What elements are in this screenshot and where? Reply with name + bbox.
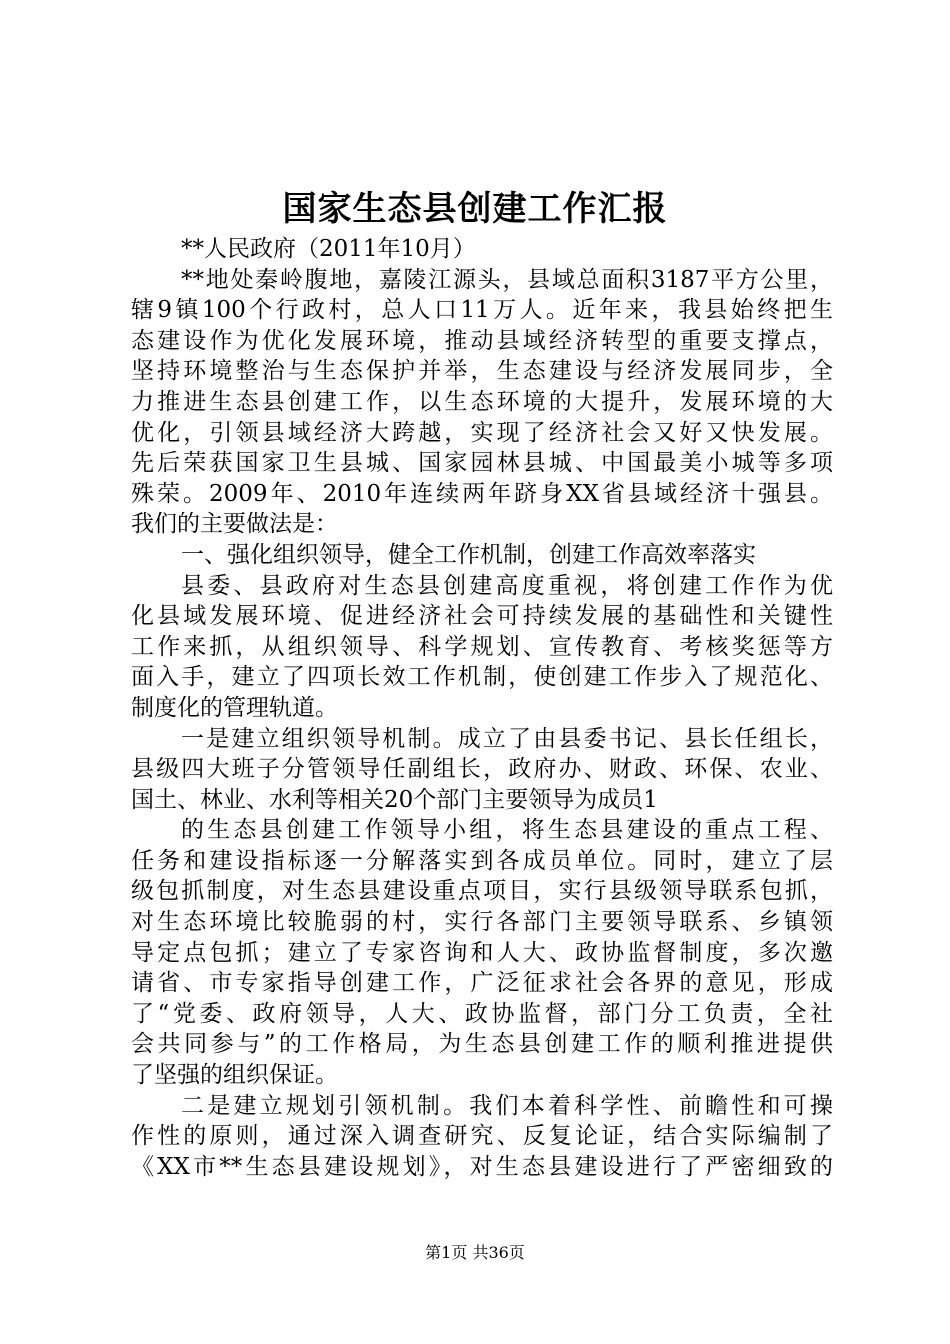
text-line: 工作来抓，从组织领导、科学规划、宣传教育、考核奖惩等方 — [131, 633, 833, 660]
text-line: 态建设作为优化发展环境，推动县域经济转型的重要支撑点， — [131, 327, 833, 354]
text-line: 导定点包抓；建立了专家咨询和人大、政协监督制度，多次邀 — [131, 939, 833, 966]
text-line: 国土、林业、水利等相关20个部门主要领导为成员1 — [131, 786, 658, 813]
text-line: 力推进生态县创建工作，以生态环境的大提升，发展环境的大 — [131, 388, 833, 415]
text-line: 对生态环境比较脆弱的村，实行各部门主要领导联系、乡镇领 — [131, 909, 833, 936]
text-line: 县级四大班子分管领导任副组长，政府办、财政、环保、农业、 — [131, 756, 833, 783]
text-line: 《XX市**生态县建设规划》，对生态县建设进行了严密细致的 — [131, 1153, 833, 1180]
text-line: 化县域发展环境、促进经济社会可持续发展的基础性和关键性 — [131, 603, 833, 630]
text-line: 一是建立组织领导机制。成立了由县委书记、县长任组长， — [181, 725, 833, 752]
text-line: 的生态县创建工作领导小组，将生态县建设的重点工程、 — [181, 817, 833, 844]
text-line: 县委、县政府对生态县创建高度重视，将创建工作作为优 — [181, 572, 833, 599]
text-line: 优化，引领县域经济大跨越，实现了经济社会又好又快发展。 — [131, 419, 833, 446]
text-line: 任务和建设指标逐一分解落实到各成员单位。同时，建立了层 — [131, 847, 833, 874]
text-line: **地处秦岭腹地，嘉陵江源头，县域总面积3187平方公里， — [181, 266, 833, 293]
text-line: 请省、市专家指导创建工作，广泛征求社会各界的意见，形成 — [131, 970, 833, 997]
text-line: 级包抓制度，对生态县建设重点项目，实行县级领导联系包抓， — [131, 878, 833, 905]
document-body — [131, 234, 833, 1182]
text-line: 一、强化组织领导，健全工作机制，创建工作高效率落实 — [181, 541, 756, 568]
text-line: 会共同参与”的工作格局，为生态县创建工作的顺利推进提供 — [131, 1031, 833, 1058]
text-line: 二是建立规划引领机制。我们本着科学性、前瞻性和可操 — [181, 1092, 833, 1119]
text-line: 先后荣获国家卫生县城、国家园林县城、中国最美小城等多项 — [131, 450, 833, 477]
text-line: 我们的主要做法是： — [131, 511, 338, 538]
text-line: 了“党委、政府领导，人大、政协监督，部门分工负责，全社 — [131, 1000, 833, 1027]
text-line: 辖9镇100个行政村，总人口11万人。近年来，我县始终把生 — [131, 297, 833, 324]
document-title: 国家生态县创建工作汇报 — [282, 189, 668, 229]
text-line: 殊荣。2009年、2010年连续两年跻身XX省县域经济十强县。 — [131, 480, 833, 507]
text-line: 制度化的管理轨道。 — [131, 694, 338, 721]
text-line: 坚持环境整治与生态保护并举，生态建设与经济发展同步，全 — [131, 358, 833, 385]
page-footer: 第1页 共36页 — [425, 1243, 525, 1262]
text-line: **人民政府（2011年10月） — [181, 236, 476, 262]
text-line: 了坚强的组织保证。 — [131, 1062, 338, 1089]
text-line: 面入手，建立了四项长效工作机制，使创建工作步入了规范化、 — [131, 664, 833, 691]
text-line: 作性的原则，通过深入调查研究、反复论证，结合实际编制了 — [131, 1123, 833, 1150]
